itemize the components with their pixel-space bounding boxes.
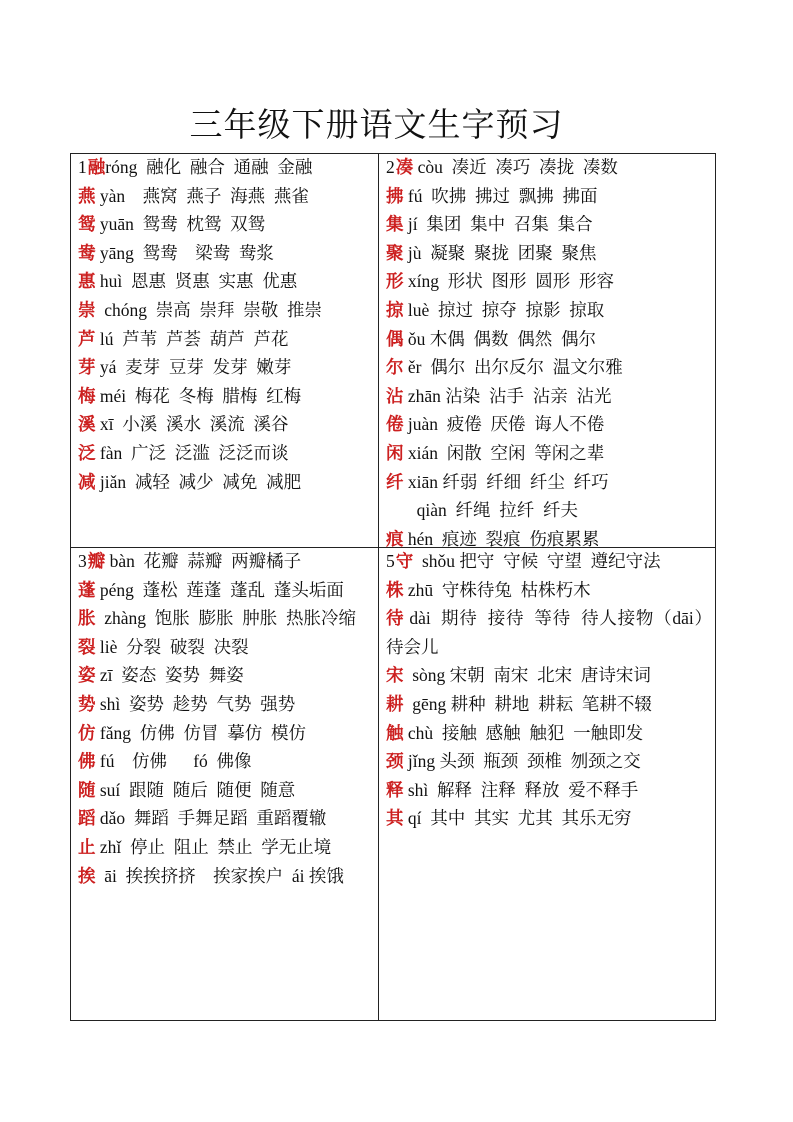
pinyin-and-words: hén 痕迹 裂痕 伤痕累累: [403, 528, 600, 549]
new-character: 凑: [395, 158, 414, 178]
pinyin-and-words: fǎng 仿佛 仿冒 摹仿 模仿: [95, 722, 306, 743]
new-character: 止: [78, 837, 96, 858]
character-entry: [386, 469, 712, 498]
character-entry: [78, 662, 374, 691]
pinyin-and-words: ǒu 木偶 偶数 偶然 偶尔: [403, 328, 596, 349]
new-character: 闲: [386, 443, 404, 464]
character-entry: [386, 662, 712, 691]
pinyin-and-words: xián 闲散 空闲 等闲之辈: [403, 442, 605, 463]
character-entry: [386, 440, 712, 469]
new-character: 纤: [386, 472, 404, 493]
character-entry: [386, 297, 712, 326]
character-entry: [386, 605, 712, 662]
new-character: 势: [78, 694, 96, 715]
character-entry: [78, 383, 374, 412]
new-character: 减: [78, 472, 96, 493]
pinyin-and-words: dǎo 舞蹈 手舞足蹈 重蹈覆辙: [95, 808, 327, 829]
pinyin-and-words: róng 融化 融合 通融 金融: [105, 157, 313, 177]
pinyin-and-words: zhū 守株待兔 枯株朽木: [403, 579, 591, 600]
character-entry: [78, 268, 374, 297]
pinyin-and-words: bàn 花瓣 蒜瓣 两瓣橘子: [105, 551, 302, 571]
lesson-number: 5: [386, 551, 395, 571]
character-entry: [386, 577, 712, 606]
new-character: 颈: [386, 752, 404, 773]
lesson-number: 3: [78, 551, 87, 571]
new-character: 梅: [78, 386, 96, 407]
new-character: 守: [395, 552, 414, 572]
character-entry: [386, 383, 712, 412]
page-title: 三年级下册语文生字预习: [189, 105, 564, 144]
new-character: 惠: [78, 272, 96, 293]
character-entry: [386, 183, 712, 212]
character-entry: [78, 805, 374, 834]
pinyin-and-words: shǒu 把守 守候 守望 遵纪守法: [413, 551, 661, 571]
pinyin-and-words: jù 凝聚 聚拢 团聚 聚焦: [403, 242, 597, 263]
pinyin-and-words: yāng 鸳鸯 梁鸯 鸯浆: [95, 242, 274, 263]
character-entry: [386, 411, 712, 440]
new-character: 泛: [78, 443, 96, 464]
pinyin-and-words: xíng 形状 图形 圆形 形容: [403, 271, 614, 292]
pinyin-and-words: liè 分裂 破裂 决裂: [95, 636, 249, 657]
pinyin-and-words: qí 其中 其实 尤其 其乐无穷: [403, 808, 632, 829]
new-character: 集: [386, 215, 404, 236]
character-entry: [386, 154, 712, 183]
new-character: 随: [78, 780, 96, 801]
new-character: 耕: [386, 694, 404, 715]
character-entry: [386, 326, 712, 355]
pinyin-and-words: zhān 沾染 沾手 沾亲 沾光: [403, 385, 612, 406]
new-character: 芦: [78, 329, 96, 350]
character-entry: [78, 748, 374, 777]
pinyin-and-words: yuān 鸳鸯 枕鸳 双鸳: [95, 214, 266, 235]
new-character: 鸯: [78, 243, 96, 264]
lesson-number: 2: [386, 157, 395, 177]
pinyin-and-words: jǐng 头颈 瓶颈 颈椎 刎颈之交: [403, 751, 641, 772]
new-character: 痕: [386, 529, 404, 550]
pinyin-and-words: yá 麦芽 豆芽 发芽 嫩芽: [95, 357, 292, 378]
character-entry: [78, 297, 374, 326]
character-entry: [386, 268, 712, 297]
new-character: 掠: [386, 300, 404, 321]
character-entry: [78, 469, 374, 498]
lesson-cell-3: [71, 548, 378, 891]
character-entry: [78, 777, 374, 806]
pinyin-and-words: ěr 偶尔 出尔反尔 温文尔雅: [403, 357, 623, 378]
character-entry: [78, 440, 374, 469]
pinyin-and-words: jiǎn 减轻 减少 减免 减肥: [95, 471, 302, 492]
new-character: 株: [386, 580, 404, 601]
character-entry: [78, 154, 374, 183]
pinyin-and-words: suí 跟随 随后 随便 随意: [95, 779, 296, 800]
new-character: 尔: [386, 358, 404, 379]
character-entry: [386, 354, 712, 383]
character-entry: [386, 548, 712, 577]
new-character: 燕: [78, 186, 96, 207]
pinyin-and-words: juàn 疲倦 厌倦 诲人不倦: [403, 414, 605, 435]
character-entry: [386, 777, 712, 806]
character-entry: [78, 577, 374, 606]
pinyin-and-words: zhǐ 停止 阻止 禁止 学无止境: [95, 836, 332, 857]
pinyin-and-words: shì 解释 注释 释放 爱不释手: [403, 779, 639, 800]
pinyin-and-words: gēng 耕种 耕地 耕耘 笔耕不辍: [403, 693, 652, 714]
pinyin-and-words: luè 掠过 掠夺 掠影 掠取: [403, 299, 605, 320]
pinyin-and-words: fàn 广泛 泛滥 泛泛而谈: [95, 442, 289, 463]
character-entry: [78, 605, 374, 634]
character-entry: [78, 211, 374, 240]
new-character: 芽: [78, 358, 96, 379]
character-entry: [78, 863, 374, 892]
new-character: 鸳: [78, 215, 96, 236]
lesson-number: 1: [78, 157, 87, 177]
pinyin-and-words: huì 恩惠 贤惠 实惠 优惠: [95, 271, 298, 292]
lesson-cell-1: [71, 154, 378, 497]
character-entry: [386, 748, 712, 777]
new-character: 其: [386, 809, 404, 830]
pinyin-and-words: āi 挨挨挤挤 挨家挨户 ái 挨饿: [95, 865, 344, 886]
new-character: 沾: [386, 386, 404, 407]
pinyin-and-words: dài 期待 接待 等待 待人接物（dāi）待会儿: [386, 608, 712, 657]
new-character: 仿: [78, 723, 96, 744]
new-character: 瓣: [87, 552, 106, 572]
lesson-cell-5: [379, 548, 716, 834]
new-character: 偶: [386, 329, 404, 350]
character-entry: [78, 354, 374, 383]
pinyin-and-words: xiān 纤弱 纤细 纤尘 纤巧: [403, 471, 609, 492]
new-character: 融: [87, 158, 106, 178]
character-entry: [78, 634, 374, 663]
new-character: 释: [386, 780, 404, 801]
character-entry: [386, 211, 712, 240]
new-character: 崇: [78, 300, 96, 321]
new-character: 蹈: [78, 809, 96, 830]
new-character: 溪: [78, 415, 96, 436]
new-character: 裂: [78, 637, 96, 658]
new-character: 触: [386, 723, 404, 744]
new-character: 姿: [78, 666, 96, 687]
character-entry: [386, 805, 712, 834]
pinyin-and-words: xī 小溪 溪水 溪流 溪谷: [95, 414, 289, 435]
character-entry: [78, 720, 374, 749]
lesson-cell-2: [379, 154, 716, 554]
pinyin-and-words: chù 接触 感触 触犯 一触即发: [403, 722, 644, 743]
character-entry: [78, 183, 374, 212]
new-character: 聚: [386, 243, 404, 264]
pinyin-and-words: còu 凑近 凑巧 凑拢 凑数: [413, 157, 618, 177]
pinyin-and-words: jí 集团 集中 召集 集合: [403, 214, 593, 235]
character-entry: [386, 497, 712, 526]
new-character: 蓬: [78, 580, 96, 601]
pinyin-and-words: sòng 宋朝 南宋 北宋 唐诗宋词: [403, 665, 651, 686]
character-entry: [78, 240, 374, 269]
pinyin-and-words: zhàng 饱胀 膨胀 肿胀 热胀冷缩: [95, 608, 357, 629]
pinyin-and-words: lú 芦苇 芦荟 葫芦 芦花: [95, 328, 289, 349]
pinyin-and-words: péng 蓬松 莲蓬 蓬乱 蓬头垢面: [95, 579, 344, 600]
new-character: 胀: [78, 609, 96, 630]
new-character: 宋: [386, 666, 404, 687]
character-entry: [78, 834, 374, 863]
character-entry: [78, 411, 374, 440]
new-character: 倦: [386, 415, 404, 436]
pinyin-and-words: zī 姿态 姿势 舞姿: [95, 665, 244, 686]
pinyin-and-words: shì 姿势 趁势 气势 强势: [95, 693, 296, 714]
new-character: 形: [386, 272, 404, 293]
character-entry: [386, 240, 712, 269]
character-entry: [386, 720, 712, 749]
new-character: 挨: [78, 866, 96, 887]
pinyin-and-words: qiàn 纤绳 拉纤 纤夫: [386, 500, 579, 521]
pinyin-and-words: fú 仿佛 fó 佛像: [95, 751, 252, 772]
pinyin-and-words: chóng 崇高 崇拜 崇敬 推崇: [95, 299, 323, 320]
new-character: 拂: [386, 186, 404, 207]
character-entry: [78, 548, 374, 577]
pinyin-and-words: méi 梅花 冬梅 腊梅 红梅: [95, 385, 302, 406]
character-entry: [386, 691, 712, 720]
new-character: 待: [386, 609, 405, 630]
character-table: [70, 153, 716, 1021]
character-entry: [78, 691, 374, 720]
new-character: 佛: [78, 752, 96, 773]
pinyin-and-words: fú 吹拂 拂过 飘拂 拂面: [403, 185, 598, 206]
pinyin-and-words: yàn 燕窝 燕子 海燕 燕雀: [95, 185, 309, 206]
character-entry: [78, 326, 374, 355]
